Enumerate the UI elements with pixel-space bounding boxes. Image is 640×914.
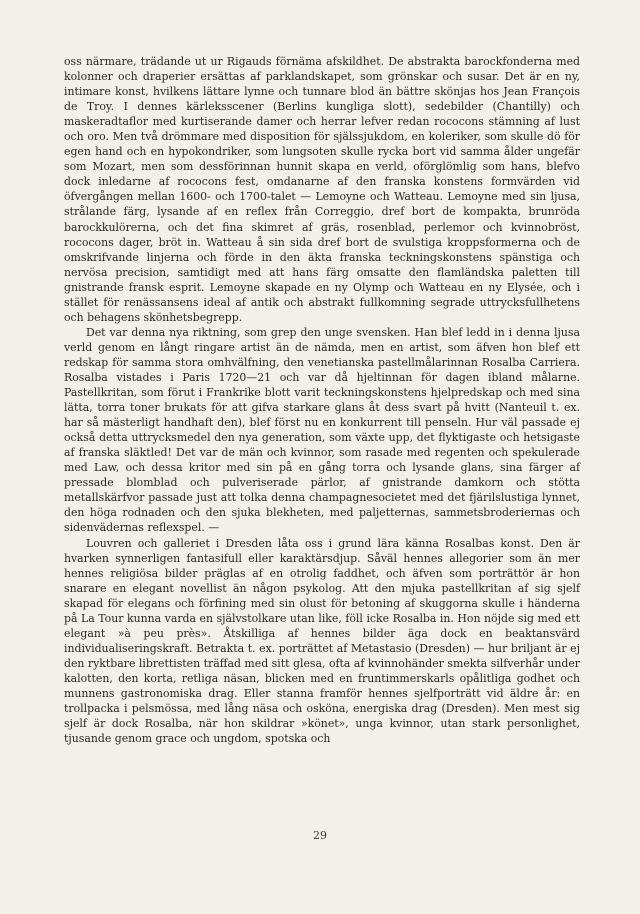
- page-number: 29: [313, 829, 327, 842]
- body-text: [64, 54, 580, 746]
- paragraph-louvren-dresden: Louvren och galleriet i Dresden låta oss i grund lära känna Rosalbas konst. Den är hvarken synnerligen fantasifull eller karaktärsdjup. Såväl hennes allegorier som än mer hennes religiösa bilder präglas af en otrolig faddhet, och äfven som porträttör är hon snarare en elegant novellist än någon psykolog. Att den mjuka pastellkritan af sig sjelf skapad för elegans och förfining med sin olust för betoning af skuggorna skulle i händerna på La Tour kunna varda en självstolkare utan like, föll icke Rosalba in. Hon nöjde sig med ett elegant »à peu près». Åtskilliga af hennes bilder äga dock en beaktansvärd individualiseringskraft. Betrakta t. ex. porträttet af Metastasio (Dresden) — hur briljant är ej den ryktbare librettisten träffad med sitt glesa, ofta af kvinnohänder smekta silfverhår under kalotten, den korta, retliga näsan, blicken med en fruntimmerskarls opålitliga godhet och munnens gastronomiska drag. Eller stanna framför hennes sjelfporträtt vid äldre år: en trollpacka i pelsmössa, med lång näsa och osköna, energiska drag (Dresden). Men mest sig sjelf är dock Rosalba, när hon skildrar »könet», unga kvinnor, utan stark personlighet, tjusande genom grace och ungdom, spotska och: [64, 536, 580, 746]
- paragraph-continued: oss närmare, trädande ut ur Rigauds förnäma afskildhet. De abstrakta barockfonderna med kolonner och draperier ersättas af parklandskapet, som grönskar och susar. Det är en ny, intimare konst, hvilkens lättare lynne och tunnare blod än bättre skönjas hos Jean François de Troy. I dennes kärleksscener (Berlins kungliga slott), sedebilder (Chantilly) och maskeradtaflor med kurtiserande damer och herrar lefver redan rococons stämning af lust och oro. Men två drömmare med disposition för själssjukdom, en koleriker, som skulle dö för egen hand och en hypokondriker, som lungsoten skulle rycka bort vid samma ålder ungefär som Mozart, men som dessförinnan hunnit skapa en verld, oförglömlig som hans, blefvo dock inledarne af rococons fest, omdanarne af den franska konstens formvärden vid öfvergången mellan 1600- och 1700-talet — Lemoyne och Watteau. Lemoyne med sin ljusa, strålande färg, lysande af en reflex från Correggio, dref bort de kompakta, brunröda barockkulörerna, och det fina skimret af gräs, rosenblad, perlemor och kvinnobröst, rococons dager, bröt in. Watteau å sin sida dref bort de svulstiga kroppsformerna och de omskrifvande linjerna och förde in den äkta franska teckningskonstens spänstiga och nervösa precision, samtidigt med att hans färg omsatte den flamländska paletten till gnistrande fransk esprit. Lemoyne skapade en ny Olymp och Watteau en ny Elysée, och i stället för renässansens ideal af antik och abstrakt fullkomning segrade uttrycksfullhetens och behagens skönhetsbegrepp.: [64, 55, 580, 324]
- paragraph-rosalba-intro: Det var denna nya riktning, som grep den unge svensken. Han blef ledd in i denna ljusa verld genom en långt ringare artist än de nämda, men en artist, som äfven hon blef ett redskap för samma stora omhvälfning, den venetianska pastellmålarinnan Rosalba Carriera. Rosalba vistades i Paris 1720—21 och var då hjeltinnan för dagen ibland målarne. Pastellkritan, som förut i Frankrike blott varit teckningskonstens hjelpredskap och med sina lätta, torra toner brukats för att gifva starkare glans åt dess svart på hvitt (Nanteuil t. ex. har så mästerligt handhaft den), blef först nu en konkurrent till penseln. Hur väl passade ej också detta uttrycksmedel den nya generation, som växte upp, det flyktigaste och hetsigaste af franska släktled! Det var de män och kvinnor, som rasade med regenten och spekulerade med Law, och dessa kritor med sin på en gång torra och lysande glans, sina färger af pressade blomblad och pulveriserade pärlor, af gnistrande damkorn och stötta metallskärfvor passade just att tolka denna champagnesocietet med det fjärilslustiga lynnet, den höga rodnaden och den sjuka blekheten, med paljetternas, sammetsbroderiernas och sidenvädernas reflexspel. —: [64, 325, 580, 535]
